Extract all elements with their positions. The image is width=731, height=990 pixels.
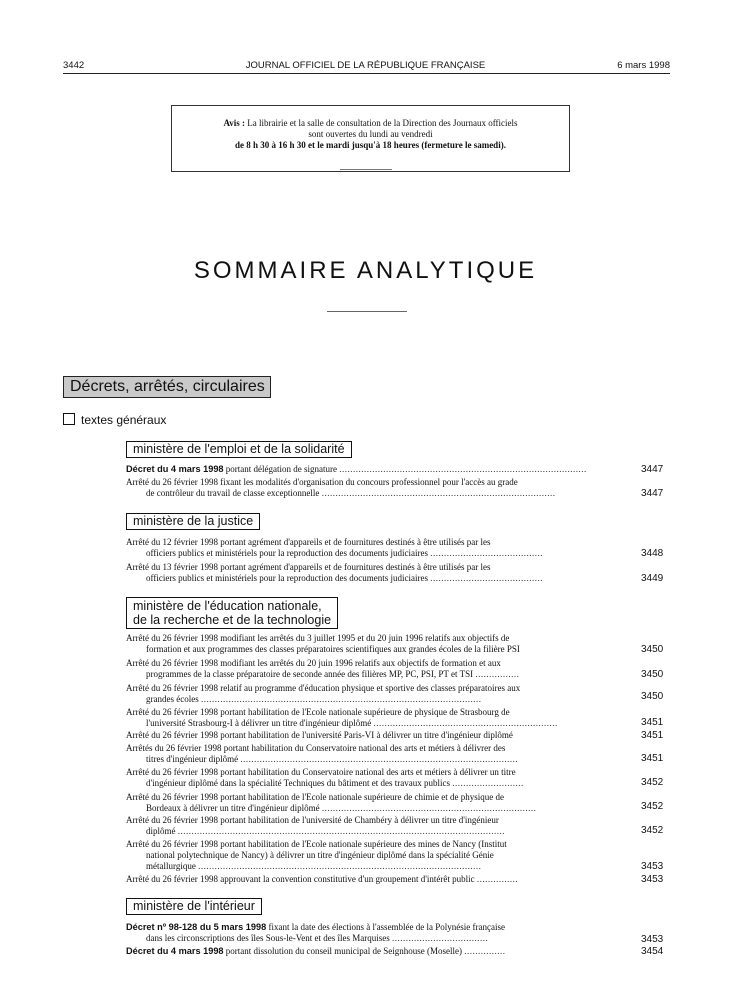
list-item: Arrêté du 26 février 1998 approuvant la convention constitutive d'un groupement d'intérêt public ............... — [126, 874, 519, 884]
list-item: Arrêté du 26 février 1998 portant habilitation du Conservatoire national des arts et métiers à délivrer un titre d'ingénieur diplômé dans la spécialité Techniques du bâtiment et des travaux publics .......................... — [126, 767, 524, 788]
entry-text: Arrêté du 26 février 1998 modifiant les arrêtés du 20 juin 1996 relatifs aux objectifs de formation et aux — [126, 658, 501, 668]
entry-text-continued: officiers publics et ministériels pour la reproduction des documents judiciaires — [146, 573, 429, 583]
entry-page: 3447 — [641, 488, 664, 499]
list-item: Arrêté du 12 février 1998 portant agrément d'appareils et de fournitures destinés à être utilisés par les officiers publics et ministériels pour la reproduction des documents judiciaires ......................................... — [126, 537, 544, 558]
list-item: Arrêtés du 26 février 1998 portant habilitation du Conservatoire national des arts et métiers à délivrer des titres d'ingénieur diplômé ..................................................................................................... — [126, 743, 519, 764]
notice-line-3: de 8 h 30 à 16 h 30 et le mardi jusqu'à 18 heures (fermeture le samedi). — [235, 140, 506, 150]
notice-line-1: La librairie et la salle de consultation de la Direction des Journaux officiels — [247, 118, 518, 128]
entry-page: 3452 — [641, 801, 664, 812]
list-item: Arrêté du 26 février 1998 portant habilitation de l'université de Chambéry à délivrer un titre d'ingénieur diplômé ....................................................................................................................... — [126, 815, 505, 836]
entry-text: portant délégation de signature — [225, 464, 338, 474]
entry-text: Arrêté du 26 février 1998 portant habilitation de l'université de Chambéry à délivrer un titre d'ingénieur — [126, 815, 499, 825]
list-item: Arrêté du 26 février 1998 relatif au programme d'éducation physique et sportive des classes préparatoires aux grandes écoles ...................................................................................................... — [126, 683, 521, 704]
ministry-heading-emploi: ministère de l'emploi et de la solidarité — [126, 441, 352, 458]
ministry-heading-justice: ministère de la justice — [126, 513, 260, 530]
ministry-heading-interieur: ministère de l'intérieur — [126, 898, 262, 915]
page-title: SOMMAIRE ANALYTIQUE — [193, 257, 538, 284]
entry-text: Arrêté du 26 février 1998 fixant les modalités d'organisation du concours professionnel pour l'accès au grade — [126, 477, 518, 487]
notice-line-2: sont ouvertes du lundi au vendredi — [308, 129, 433, 139]
list-item — [126, 730, 616, 741]
entry-text: Arrêté du 26 février 1998 portant habilitation de l'Ecole nationale supérieure de physique de Strasbourg de — [126, 707, 510, 717]
entry-text: Arrêté du 26 février 1998 relatif au programme d'éducation physique et sportive des classes préparatoires aux — [126, 683, 521, 693]
entry-page: 3450 — [641, 644, 664, 655]
entry-page: 3451 — [641, 753, 664, 764]
entry-text-continued: formation et aux programmes des classes préparatoires scientifiques aux grandes écoles de la filière PSI — [146, 644, 520, 654]
entry-text-continued: grandes écoles — [146, 694, 199, 704]
entry-text-continued: d'ingénieur diplômé dans la spécialité Techniques du bâtiment et des travaux publics — [146, 778, 450, 788]
notice-box — [171, 105, 570, 172]
entry-text: Arrêté du 26 février 1998 portant habilitation du Conservatoire national des arts et métiers à délivrer un titre — [126, 767, 516, 777]
entry-page: 3453 — [641, 874, 664, 885]
entry-page: 3450 — [641, 669, 664, 680]
entry-text: Arrêté du 13 février 1998 portant agrément d'appareils et de fournitures destinés à être utilisés par les — [126, 562, 491, 572]
page-number: 3442 — [63, 60, 85, 71]
list-item: Arrêté du 26 février 1998 fixant les modalités d'organisation du concours professionnel pour l'accès au grade de contrôleur du travail de classe exceptionnelle ..................................................................................... — [126, 477, 556, 498]
entry-text: Arrêté du 26 février 1998 approuvant la convention constitutive d'un groupement d'intérêt public — [126, 874, 475, 884]
ministry-heading-line-2: de la recherche et de la technologie — [133, 613, 332, 627]
list-item: Décret nº 98-128 du 5 mars 1998 fixant la date des élections à l'assemblée de la Polynésie française dans les circonscriptions des îles Sous-le-Vent et des îles Marquises ................................... — [126, 922, 506, 943]
entry-text: Arrêté du 26 février 1998 modifiant les arrêtés du 3 juillet 1995 et du 20 juin 1996 relatifs aux objectifs de — [126, 633, 510, 643]
entry-text-continued: titres d'ingénieur diplômé — [146, 754, 239, 764]
list-item: Arrêté du 26 février 1998 portant habilitation de l'Ecole nationale supérieure des mines de Nancy (Institut national polytechnique de Nancy) à délivrer un titre d'ingénieur diplômé dans la spécialité Génie métallurgique ....................................................................................................... — [126, 839, 507, 871]
subsection-heading — [63, 413, 166, 427]
entry-page: 3453 — [641, 934, 664, 945]
list-item: Décret du 4 mars 1998 portant dissolution du conseil municipal de Seignhouse (Moselle) ............... — [126, 946, 506, 956]
entry-text-continued: de contrôleur du travail de classe exceptionnelle — [146, 488, 320, 498]
entry-text: portant dissolution du conseil municipal de Seignhouse (Moselle) — [225, 946, 463, 956]
entry-text-continued: diplômé — [146, 826, 176, 836]
entry-page: 3449 — [641, 573, 664, 584]
entry-bold-prefix: Décret nº 98-128 du 5 mars 1998 — [126, 922, 267, 932]
notice-divider — [340, 169, 392, 170]
list-item: Décret du 4 mars 1998 portant délégation de signature .......................................................................................... — [126, 464, 587, 474]
entry-page: 3448 — [641, 548, 664, 559]
entry-text-continued: métallurgique — [146, 861, 196, 871]
entry-text-continued: Bordeaux à délivrer un titre d'ingénieur diplômé — [146, 803, 320, 813]
entry-page: 3451 — [641, 730, 664, 741]
notice-label: Avis : — [223, 118, 246, 128]
entry-page: 3451 — [641, 717, 664, 728]
issue-date: 6 mars 1998 — [617, 60, 670, 71]
entry-page: 3453 — [641, 861, 664, 872]
entry-text-continued: officiers publics et ministériels pour la reproduction des documents judiciaires — [146, 548, 429, 558]
list-item: Arrêté du 26 février 1998 modifiant les arrêtés du 20 juin 1996 relatifs aux objectifs de formation et aux programmes de la classe préparatoire de seconde année des filières MP, PC, PSI, PT et TSI ................ — [126, 658, 520, 679]
entry-text: Arrêtés du 26 février 1998 portant habilitation du Conservatoire national des arts et métiers à délivrer des — [126, 743, 506, 753]
title-divider — [327, 311, 407, 312]
entry-text-continued: programmes de la classe préparatoire de seconde année des filières MP, PC, PSI, PT et TSI — [146, 669, 474, 679]
entry-page: 3452 — [641, 777, 664, 788]
checkbox-square-icon — [63, 413, 75, 425]
list-item: Arrêté du 26 février 1998 portant habilitation de l'Ecole nationale supérieure de chimie et de physique de Bordeaux à délivrer un titre d'ingénieur diplômé .............................................................................. — [126, 792, 537, 813]
section-title: Décrets, arrêtés, circulaires — [63, 376, 271, 398]
entry-text: Arrêté du 26 février 1998 portant habilitation de l'Ecole nationale supérieure des mines de Nancy (Institut — [126, 839, 507, 849]
entry-page: 3454 — [641, 946, 664, 957]
ministry-heading-education — [126, 597, 338, 629]
entry-bold-prefix: Décret du 4 mars 1998 — [126, 464, 224, 474]
list-item: Arrêté du 26 février 1998 portant habilitation de l'Ecole nationale supérieure de physique de Strasbourg de l'université Strasbourg-I à délivrer un titre d'ingénieur diplômé ................................................................... — [126, 707, 558, 728]
entry-text: Arrêté du 26 février 1998 portant habilitation de l'Ecole nationale supérieure de chimie et de physique de — [126, 792, 504, 802]
list-item — [126, 633, 616, 655]
journal-title: JOURNAL OFFICIEL DE LA RÉPUBLIQUE FRANÇAISE — [245, 60, 486, 71]
entry-text-continued: dans les circonscriptions des îles Sous-le-Vent et des îles Marquises — [146, 933, 390, 943]
entry-page: 3447 — [641, 464, 664, 475]
subsection-label: textes généraux — [81, 413, 167, 427]
list-item: Arrêté du 13 février 1998 portant agrément d'appareils et de fournitures destinés à être utilisés par les officiers publics et ministériels pour la reproduction des documents judiciaires ......................................... — [126, 562, 544, 583]
header-rule — [63, 73, 670, 74]
entry-text: fixant la date des élections à l'assemblée de la Polynésie française — [268, 922, 506, 932]
entry-text: Arrêté du 12 février 1998 portant agrément d'appareils et de fournitures destinés à être utilisés par les — [126, 537, 491, 547]
entry-page: 3450 — [641, 691, 664, 702]
entry-bold-prefix: Décret du 4 mars 1998 — [126, 946, 224, 956]
entry-page: 3452 — [641, 825, 664, 836]
entry-text: Arrêté du 26 février 1998 portant habilitation de l'université Paris-VI à délivrer un titre d'ingénieur diplômé — [126, 730, 513, 740]
ministry-heading-line-1: ministère de l'éducation nationale, — [133, 599, 322, 613]
entry-text-continued: l'université Strasbourg-I à délivrer un titre d'ingénieur diplômé — [146, 718, 372, 728]
entry-text-continued: national polytechnique de Nancy) à délivrer un titre d'ingénieur diplômé dans la spécialité Génie — [146, 850, 494, 860]
